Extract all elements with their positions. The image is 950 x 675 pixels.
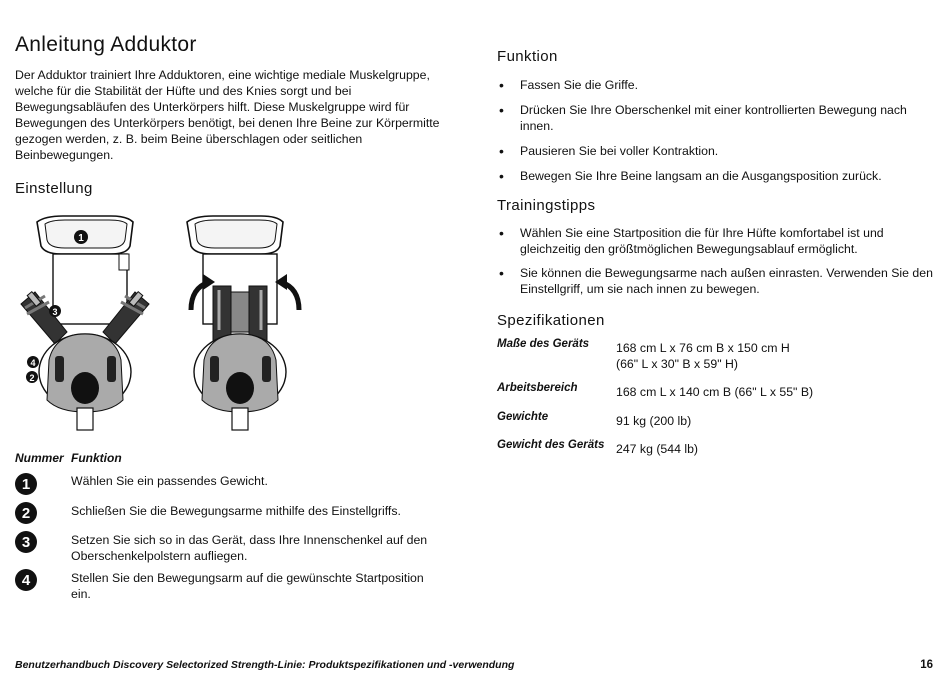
einstellung-heading: Einstellung bbox=[15, 180, 93, 197]
funktion-item: • Bewegen Sie Ihre Beine langsam an die Ausgangsposition zurück. bbox=[497, 168, 937, 184]
adductor-machine-illustration bbox=[15, 210, 315, 440]
trainingstipps-list bbox=[497, 225, 937, 297]
spezifikationen-heading: Spezifikationen bbox=[497, 312, 605, 329]
spec-value: 168 cm L x 140 cm B (66" L x 55" B) bbox=[616, 385, 814, 399]
spec-label: Gewichte bbox=[497, 411, 549, 423]
spec-value: 247 kg (544 lb) bbox=[616, 442, 699, 456]
callout-2-icon bbox=[26, 371, 38, 383]
spec-label: Maße des Geräts bbox=[497, 338, 590, 350]
footer-text: Benutzerhandbuch Discovery Selectorized Strength-Linie: Produktspezifikationen und -verwendung bbox=[15, 659, 515, 671]
header-function: Funktion bbox=[71, 451, 122, 465]
spec-label: Gewicht des Geräts bbox=[497, 439, 605, 451]
header-number: Nummer bbox=[15, 451, 64, 465]
step-text: Wählen Sie ein passendes Gewicht. bbox=[71, 474, 268, 488]
step-text: Schließen Sie die Bewegungsarme mithilfe des Einstellgriffs. bbox=[71, 504, 401, 518]
page-title: Anleitung Adduktor bbox=[15, 33, 197, 56]
callout-1-label: 1 bbox=[78, 233, 84, 244]
trainingstipps-heading: Trainingstipps bbox=[497, 197, 596, 214]
intro-paragraph: Der Adduktor trainiert Ihre Adduktoren, eine wichtige mediale Muskelgruppe, welche für die Stabilität der Hüfte und des Knies sorgt und bei Bewegungsabläufen des Unterkörpers hilft. Diese Muskelgruppe wird für Bewegungen des Unterkörpers benötigt, bei denen Ihre Beine zur Körpermitte gezogen werden, z. B. beim Beine überschlagen oder seitlichen Beinbewegungen. bbox=[15, 68, 440, 162]
step-number-badge: 2 bbox=[15, 502, 37, 524]
callout-4-label: 4 bbox=[30, 358, 36, 368]
callout-4-icon bbox=[27, 356, 39, 368]
step-number-badge: 4 bbox=[15, 569, 37, 591]
funktion-item: • Drücken Sie Ihre Oberschenkel mit einer kontrollierten Bewegung nach innen. bbox=[497, 102, 937, 134]
funktion-item: • Fassen Sie die Griffe. bbox=[497, 77, 937, 93]
funktion-heading: Funktion bbox=[497, 48, 558, 65]
funktion-item: • Pausieren Sie bei voller Kontraktion. bbox=[497, 143, 937, 159]
callout-3-icon bbox=[49, 305, 61, 317]
spec-value-secondary: (66" L x 30" B x 59" H) bbox=[616, 357, 738, 371]
trainingstipps-item: • Sie können die Bewegungsarme nach außen einrasten. Verwenden Sie den Einstellgriff, um sie nach innen zu bewegen. bbox=[497, 265, 937, 297]
trainingstipps-item: • Wählen Sie eine Startposition die für Ihre Hüfte komfortabel ist und gleichzeitig den größtmöglichen Bewegungsablauf ermöglicht. bbox=[497, 225, 937, 257]
step-number-badge: 1 bbox=[15, 473, 37, 495]
page-number: 16 bbox=[920, 659, 933, 671]
spec-value: 168 cm L x 76 cm B x 150 cm H bbox=[616, 341, 790, 355]
spec-value: 91 kg (200 lb) bbox=[616, 414, 692, 428]
step-text: Setzen Sie sich so in das Gerät, dass Ihre Innenschenkel auf den Oberschenkelpolstern aufliegen. bbox=[71, 533, 428, 563]
step-number-badge: 3 bbox=[15, 531, 37, 553]
callout-3-label: 3 bbox=[52, 307, 58, 317]
funktion-list bbox=[497, 77, 937, 184]
right-panel-drawing bbox=[187, 216, 299, 430]
step-text: Stellen Sie den Bewegungsarm auf die gewünschte Startposition ein. bbox=[71, 571, 424, 601]
callout-2-label: 2 bbox=[29, 373, 35, 383]
spec-label: Arbeitsbereich bbox=[497, 382, 578, 394]
callout-1-icon bbox=[74, 230, 88, 244]
left-panel-drawing bbox=[21, 216, 149, 430]
